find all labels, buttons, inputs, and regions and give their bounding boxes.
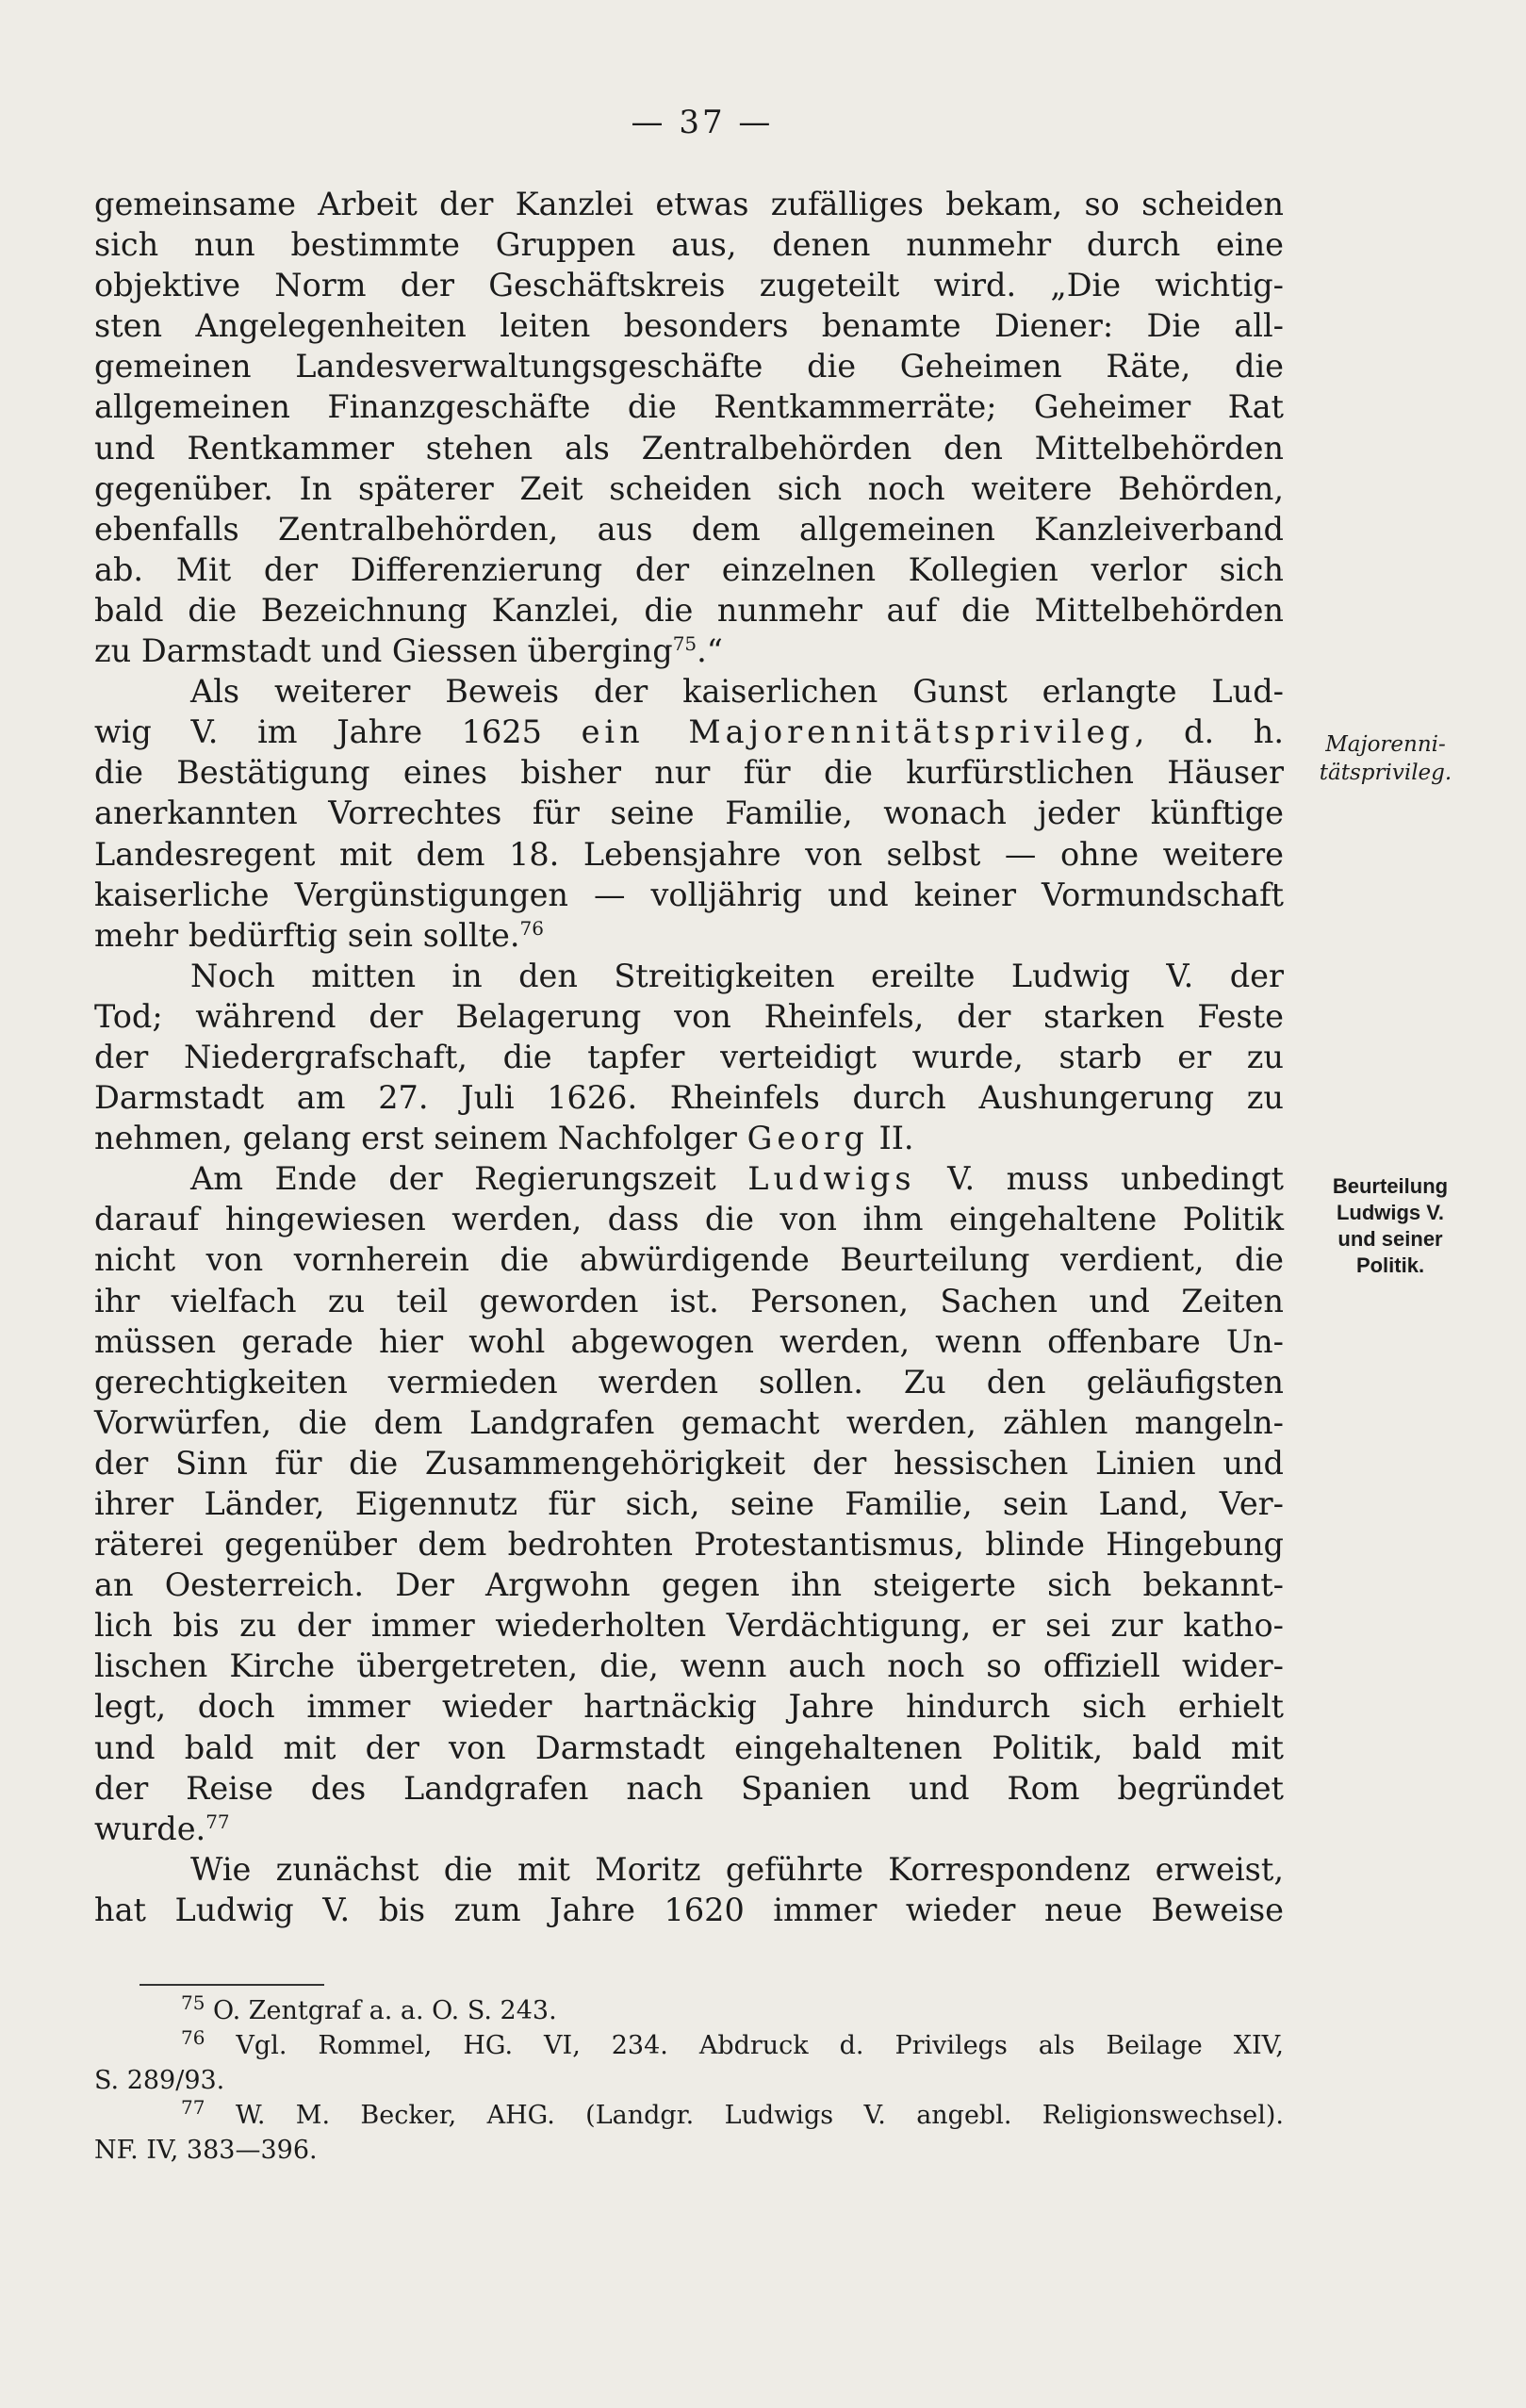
- body-line: [94, 631, 1284, 671]
- body-line: [94, 1037, 1284, 1077]
- footnote-line: [94, 1993, 1284, 2028]
- body-line-text: , d. h.: [1134, 713, 1284, 751]
- body-line-text: wurde.: [94, 1810, 206, 1847]
- footnote-line-text: Vgl. Rommel, HG. VI, 234. Abdruck d. Privilegs als Beilage XIV,: [205, 2031, 1284, 2060]
- body-line: [94, 996, 1284, 1037]
- marginal-note-line: Politik.: [1355, 1253, 1425, 1277]
- body-line-text: II.: [868, 1120, 914, 1157]
- body-line-text: nehmen, gelang erst seinem Nachfolger: [94, 1120, 747, 1157]
- body-line-text: mehr bedürftig sein sollte.: [94, 916, 520, 954]
- body-line-text: der Sinn für die Zusammengehörigkeit der hessischen Linien und: [94, 1444, 1284, 1482]
- body-line-text: wig V. im Jahre 1625: [94, 713, 582, 751]
- body-line-text: räterei gegenüber dem bedrohten Protestantismus, blinde Hingebung: [94, 1526, 1284, 1564]
- marginal-note-line: Beurteilung: [1332, 1174, 1449, 1198]
- body-line-text: darauf hingewiesen werden, dass die von ihm eingehaltene Politik: [94, 1201, 1284, 1238]
- body-line: [94, 1239, 1284, 1280]
- footnote-line-text: S. 289/93.: [94, 2066, 225, 2095]
- body-line-text: legt, doch immer wieder hartnäckig Jahre hindurch sich erhielt: [94, 1688, 1284, 1726]
- body-line: [94, 1281, 1284, 1321]
- body-line-text: ihr vielfach zu teil geworden ist. Personen, Sachen und Zeiten: [94, 1282, 1284, 1319]
- body-line: [94, 1564, 1284, 1605]
- body-line: [94, 1890, 1284, 1930]
- body-line-text: zu Darmstadt und Giessen überging: [94, 632, 673, 670]
- body-line-text: Als weiterer Beweis der kaiserlichen Gunst erlangte Lud-: [190, 673, 1284, 711]
- body-line: [94, 386, 1284, 427]
- body-line-text: und Rentkammer stehen als Zentralbehörden den Mittelbehörden: [94, 429, 1284, 467]
- footnote-marker: 77: [181, 2096, 205, 2119]
- body-line: [94, 184, 1284, 224]
- body-line: [94, 915, 1284, 956]
- body-line-text: gerechtigkeiten vermieden werden sollen. Zu den geläufigsten: [94, 1363, 1284, 1401]
- body-line: [94, 1809, 1284, 1849]
- body-line-text: .“: [697, 632, 723, 670]
- footnote-marker: 75: [181, 1991, 205, 2014]
- footnote-line: [94, 2063, 1284, 2098]
- body-line-text: Noch mitten in den Streitigkeiten ereilte Ludwig V. der: [190, 957, 1284, 994]
- body-line-text: Darmstadt am 27. Juli 1626. Rheinfels durch Aushungerung zu: [94, 1079, 1284, 1117]
- marginal-note-line: und seiner: [1337, 1227, 1443, 1251]
- footnote-line-text: O. Zentgraf a. a. O. S. 243.: [205, 1996, 557, 2025]
- body-line: [94, 1077, 1284, 1118]
- body-line-text: die Bestätigung eines bisher nur für die kurfürstlichen Häuser: [94, 754, 1284, 792]
- body-line-text: lich bis zu der immer wiederholten Verdächtigung, er sei zur katho-: [94, 1607, 1284, 1645]
- body-line: [94, 793, 1284, 833]
- footnote-separator: [139, 1984, 324, 1986]
- body-line: [94, 1849, 1284, 1890]
- body-line-text: objektive Norm der Geschäftskreis zugeteilt wird. „Die wichtig-: [94, 267, 1284, 304]
- body-line-text: der Niedergrafschaft, die tapfer verteidigt wurde, starb er zu: [94, 1038, 1284, 1075]
- body-line: [94, 956, 1284, 996]
- body-line: [94, 1402, 1284, 1443]
- body-line: [94, 1321, 1284, 1362]
- body-line-text: sich nun bestimmte Gruppen aus, denen nunmehr durch eine: [94, 226, 1284, 264]
- footnote-reference: 75: [672, 631, 697, 655]
- body-line-text: nicht von vornherein die abwürdigende Beurteilung verdient, die: [94, 1241, 1284, 1279]
- body-line: [94, 224, 1284, 265]
- body-line-text: bald die Bezeichnung Kanzlei, die nunmehr auf die Mittelbehörden: [94, 591, 1284, 629]
- body-line-text: kaiserliche Vergünstigungen — volljährig und keiner Vormundschaft: [94, 876, 1284, 913]
- body-line: [94, 509, 1284, 549]
- marginal-note-line: Majorenni-: [1325, 732, 1446, 757]
- body-line: [94, 1605, 1284, 1646]
- body-line: [94, 1686, 1284, 1727]
- body-line-text: Am Ende der Regierungszeit: [190, 1160, 748, 1198]
- body-line-text: gemeinen Landesverwaltungsgeschäfte die Geheimen Räte, die: [94, 348, 1284, 385]
- body-line-text: Landesregent mit dem 18. Lebensjahre von selbst — ohne weitere: [94, 835, 1284, 873]
- marginal-note-majorennitaetsprivileg: [1296, 730, 1475, 787]
- body-line-text: hat Ludwig V. bis zum Jahre 1620 immer wieder neue Beweise: [94, 1891, 1284, 1928]
- body-line-text: ab. Mit der Differenzierung der einzelnen Kollegien verlor sich: [94, 550, 1284, 588]
- body-line-text: gegenüber. In späterer Zeit scheiden sich noch weitere Behörden,: [94, 469, 1284, 507]
- body-line: [94, 428, 1284, 468]
- body-line: [94, 1158, 1284, 1199]
- footnote-marker: 76: [181, 2026, 205, 2049]
- footnote-line: [94, 2098, 1284, 2133]
- body-line: [94, 712, 1284, 752]
- marginal-note-line: tätsprivileg.: [1319, 761, 1452, 785]
- spaced-emphasis: ein Majorennitätsprivileg: [581, 713, 1135, 751]
- body-line: [94, 834, 1284, 875]
- body-line: [94, 1728, 1284, 1768]
- body-line: [94, 671, 1284, 712]
- footnote-line-text: NF. IV, 383—396.: [94, 2136, 318, 2165]
- body-line: [94, 346, 1284, 386]
- body-line: [94, 1524, 1284, 1564]
- body-line: [94, 305, 1284, 346]
- body-line-text: gemeinsame Arbeit der Kanzlei etwas zufälliges bekam, so scheiden: [94, 186, 1284, 222]
- body-line-text: lischen Kirche übergetreten, die, wenn auch noch so offiziell wider-: [94, 1647, 1284, 1685]
- body-line-text: an Oesterreich. Der Argwohn gegen ihn steigerte sich bekannt-: [94, 1566, 1284, 1604]
- spaced-emphasis: Ludwigs: [747, 1160, 916, 1198]
- body-line: [94, 1646, 1284, 1686]
- marginal-note-beurteilung: [1305, 1173, 1475, 1279]
- body-line: [94, 752, 1284, 793]
- body-line: [94, 1118, 1284, 1158]
- body-line: [94, 590, 1284, 631]
- body-line: [94, 1362, 1284, 1402]
- spaced-emphasis: Georg: [747, 1120, 869, 1157]
- body-line-text: V. muss unbedingt: [915, 1160, 1285, 1198]
- body-line: [94, 265, 1284, 305]
- body-line: [94, 549, 1284, 590]
- footnote-line-text: W. M. Becker, AHG. (Landgr. Ludwigs V. angebl. Religionswechsel).: [205, 2101, 1284, 2130]
- body-line-text: und bald mit der von Darmstadt eingehaltenen Politik, bald mit: [94, 1728, 1284, 1766]
- body-text: [94, 184, 1284, 1930]
- body-line-text: sten Angelegenheiten leiten besonders benamte Diener: Die all-: [94, 307, 1284, 345]
- body-line: [94, 1443, 1284, 1483]
- page-number: — 37 —: [631, 104, 774, 141]
- body-line: [94, 1483, 1284, 1524]
- body-line-text: allgemeinen Finanzgeschäfte die Rentkammerräte; Geheimer Rat: [94, 388, 1284, 426]
- body-line-text: Wie zunächst die mit Moritz geführte Korrespondenz erweist,: [190, 1850, 1284, 1888]
- body-line: [94, 468, 1284, 509]
- footnote-line: [94, 2133, 1284, 2168]
- body-line-text: anerkannten Vorrechtes für seine Familie, wonach jeder künftige: [94, 794, 1284, 832]
- footnotes: [94, 1993, 1284, 2168]
- body-line-text: müssen gerade hier wohl abgewogen werden, wenn offenbare Un-: [94, 1322, 1284, 1360]
- body-line-text: der Reise des Landgrafen nach Spanien und Rom begründet: [94, 1769, 1284, 1807]
- marginal-note-line: Ludwigs V.: [1336, 1201, 1445, 1224]
- body-line-text: ihrer Länder, Eigennutz für sich, seine Familie, sein Land, Ver-: [94, 1485, 1284, 1522]
- body-line: [94, 1768, 1284, 1809]
- footnote-line: [94, 2028, 1284, 2063]
- footnote-reference: 77: [205, 1810, 230, 1833]
- body-line: [94, 1199, 1284, 1239]
- body-line-text: Vorwürfen, die dem Landgrafen gemacht werden, zählen mangeln-: [94, 1403, 1284, 1441]
- footnote-reference: 76: [519, 916, 544, 940]
- body-line-text: ebenfalls Zentralbehörden, aus dem allgemeinen Kanzleiverband: [94, 510, 1284, 548]
- body-line: [94, 875, 1284, 915]
- body-line-text: Tod; während der Belagerung von Rheinfels, der starken Feste: [94, 997, 1284, 1035]
